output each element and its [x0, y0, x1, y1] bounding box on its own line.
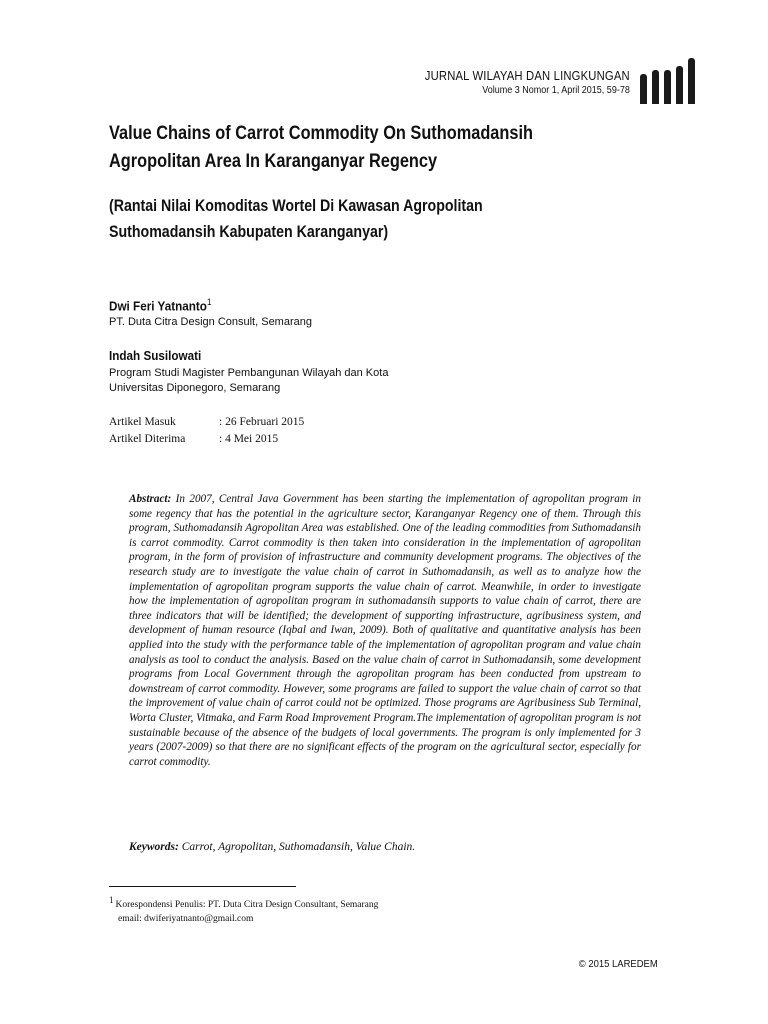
footnote-correspondence: Korespondensi Penulis: PT. Duta Citra Design Consultant, Semarang: [115, 900, 379, 911]
logo-bar: [640, 74, 647, 104]
date-label: Artikel Masuk: [109, 416, 176, 428]
journal-bars-logo-icon: [640, 56, 696, 104]
date-row: [109, 414, 304, 431]
footnote-line: [109, 893, 378, 912]
logo-bar: [688, 58, 695, 104]
abstract-text: In 2007, Central Java Government has been starting the implementation of agropolitan program in some regency that has the potential in the agriculture sector, Karanganyar Regency one of them. Through this program, Suthomadansih Agropolitan Area was established. One of the leading commodities from Suthomadansih is carrot commodity. Carrot commodity is then taken into consideration in the implementation of agropolitan program, in the form of provision of infrastructure and community development programs. The objectives of the research study are to investigate the value chain of carrot in Suthomadansih, as well as to analyze how the implementation of agropolitan program supports the value chain of carrot. Meanwhile, in order to investigate how the implementation of agropolitan program in suthomadansih supports to value chain of carrot, there are three indicators that will be identified; the development of supporting infrastructure, agribusiness system, and development of human resource (Iqbal and Iwan, 2009). Both of qualitative and quantitative analysis has been applied into the study with the performance table of the implementation of agropolitan program and value chain analysis as tool to conduct the analysis. Based on the value chain of carrot in Suthomadansih, some development programs from Local Government through the agropolitan program has been conducted from upstream to downstream of carrot commodity. However, some programs are failed to support the value chain of carrot so that the improvement of value chain of carrot could not be optimized. Those programs are Agribusiness Sub Terminal, Worta Cluster, Vitmaka, and Farm Road Improvement Program.The implementation of agropolitan program is not sustainable because of the absence of the budgets of local governments. The program is only implemented for 3 years (2007-2009) so that there are no significant effects of the program on the agricultural sector, especially for carrot commodity.: [129, 493, 642, 768]
keywords-text: Carrot, Agropolitan, Suthomadansih, Value Chain.: [181, 841, 416, 853]
affiliation-line: PT. Duta Citra Design Consult, Semarang: [109, 316, 312, 328]
article-subtitle-line: Suthomadansih Kabupaten Karanganyar): [109, 223, 389, 241]
date-value: : 4 Mei 2015: [219, 433, 279, 445]
article-subtitle-line: (Rantai Nilai Komoditas Wortel Di Kawasan Agropolitan: [109, 197, 483, 215]
author-affiliation: [109, 366, 388, 396]
author-affiliation: [109, 315, 312, 330]
author-name-text: Dwi Feri Yatnanto: [109, 298, 207, 314]
keywords-label: Keywords:: [129, 841, 179, 853]
footnote-mark: 1: [109, 895, 114, 905]
logo-bar: [676, 66, 683, 104]
footnote: [109, 893, 378, 926]
keywords: [129, 841, 641, 853]
abstract: [129, 492, 641, 769]
article-title-line: Value Chains of Carrot Commodity On Suthomadansih: [109, 123, 533, 144]
date-value: : 26 Februari 2015: [219, 416, 305, 428]
journal-name: JURNAL WILAYAH DAN LINGKUNGAN: [424, 69, 630, 83]
date-row: [109, 431, 304, 448]
copyright: © 2015 LAREDEM: [579, 958, 658, 970]
journal-volume: Volume 3 Nomor 1, April 2015, 59-78: [482, 85, 630, 96]
author-name-text: Indah Susilowati: [109, 348, 202, 363]
affiliation-line: Program Studi Magister Pembangunan Wilayah dan Kota: [109, 367, 389, 379]
abstract-label: Abstract:: [129, 493, 172, 505]
article-dates: [109, 414, 304, 448]
article-subtitle: [109, 193, 659, 245]
footnote-divider: [109, 886, 296, 887]
author-name: [109, 297, 211, 313]
logo-bar: [664, 70, 671, 104]
journal-header: [402, 68, 630, 98]
article-title: [109, 120, 659, 176]
author-name: [109, 348, 201, 363]
affiliation-line: Universitas Diponegoro, Semarang: [109, 382, 281, 394]
author-footnote-mark: 1: [206, 297, 212, 307]
article-title-line: Agropolitan Area In Karanganyar Regency: [109, 151, 438, 172]
logo-bar: [652, 70, 659, 104]
footnote-email: email: dwiferiyatnanto@gmail.com: [118, 914, 254, 925]
date-label: Artikel Diterima: [109, 433, 186, 445]
